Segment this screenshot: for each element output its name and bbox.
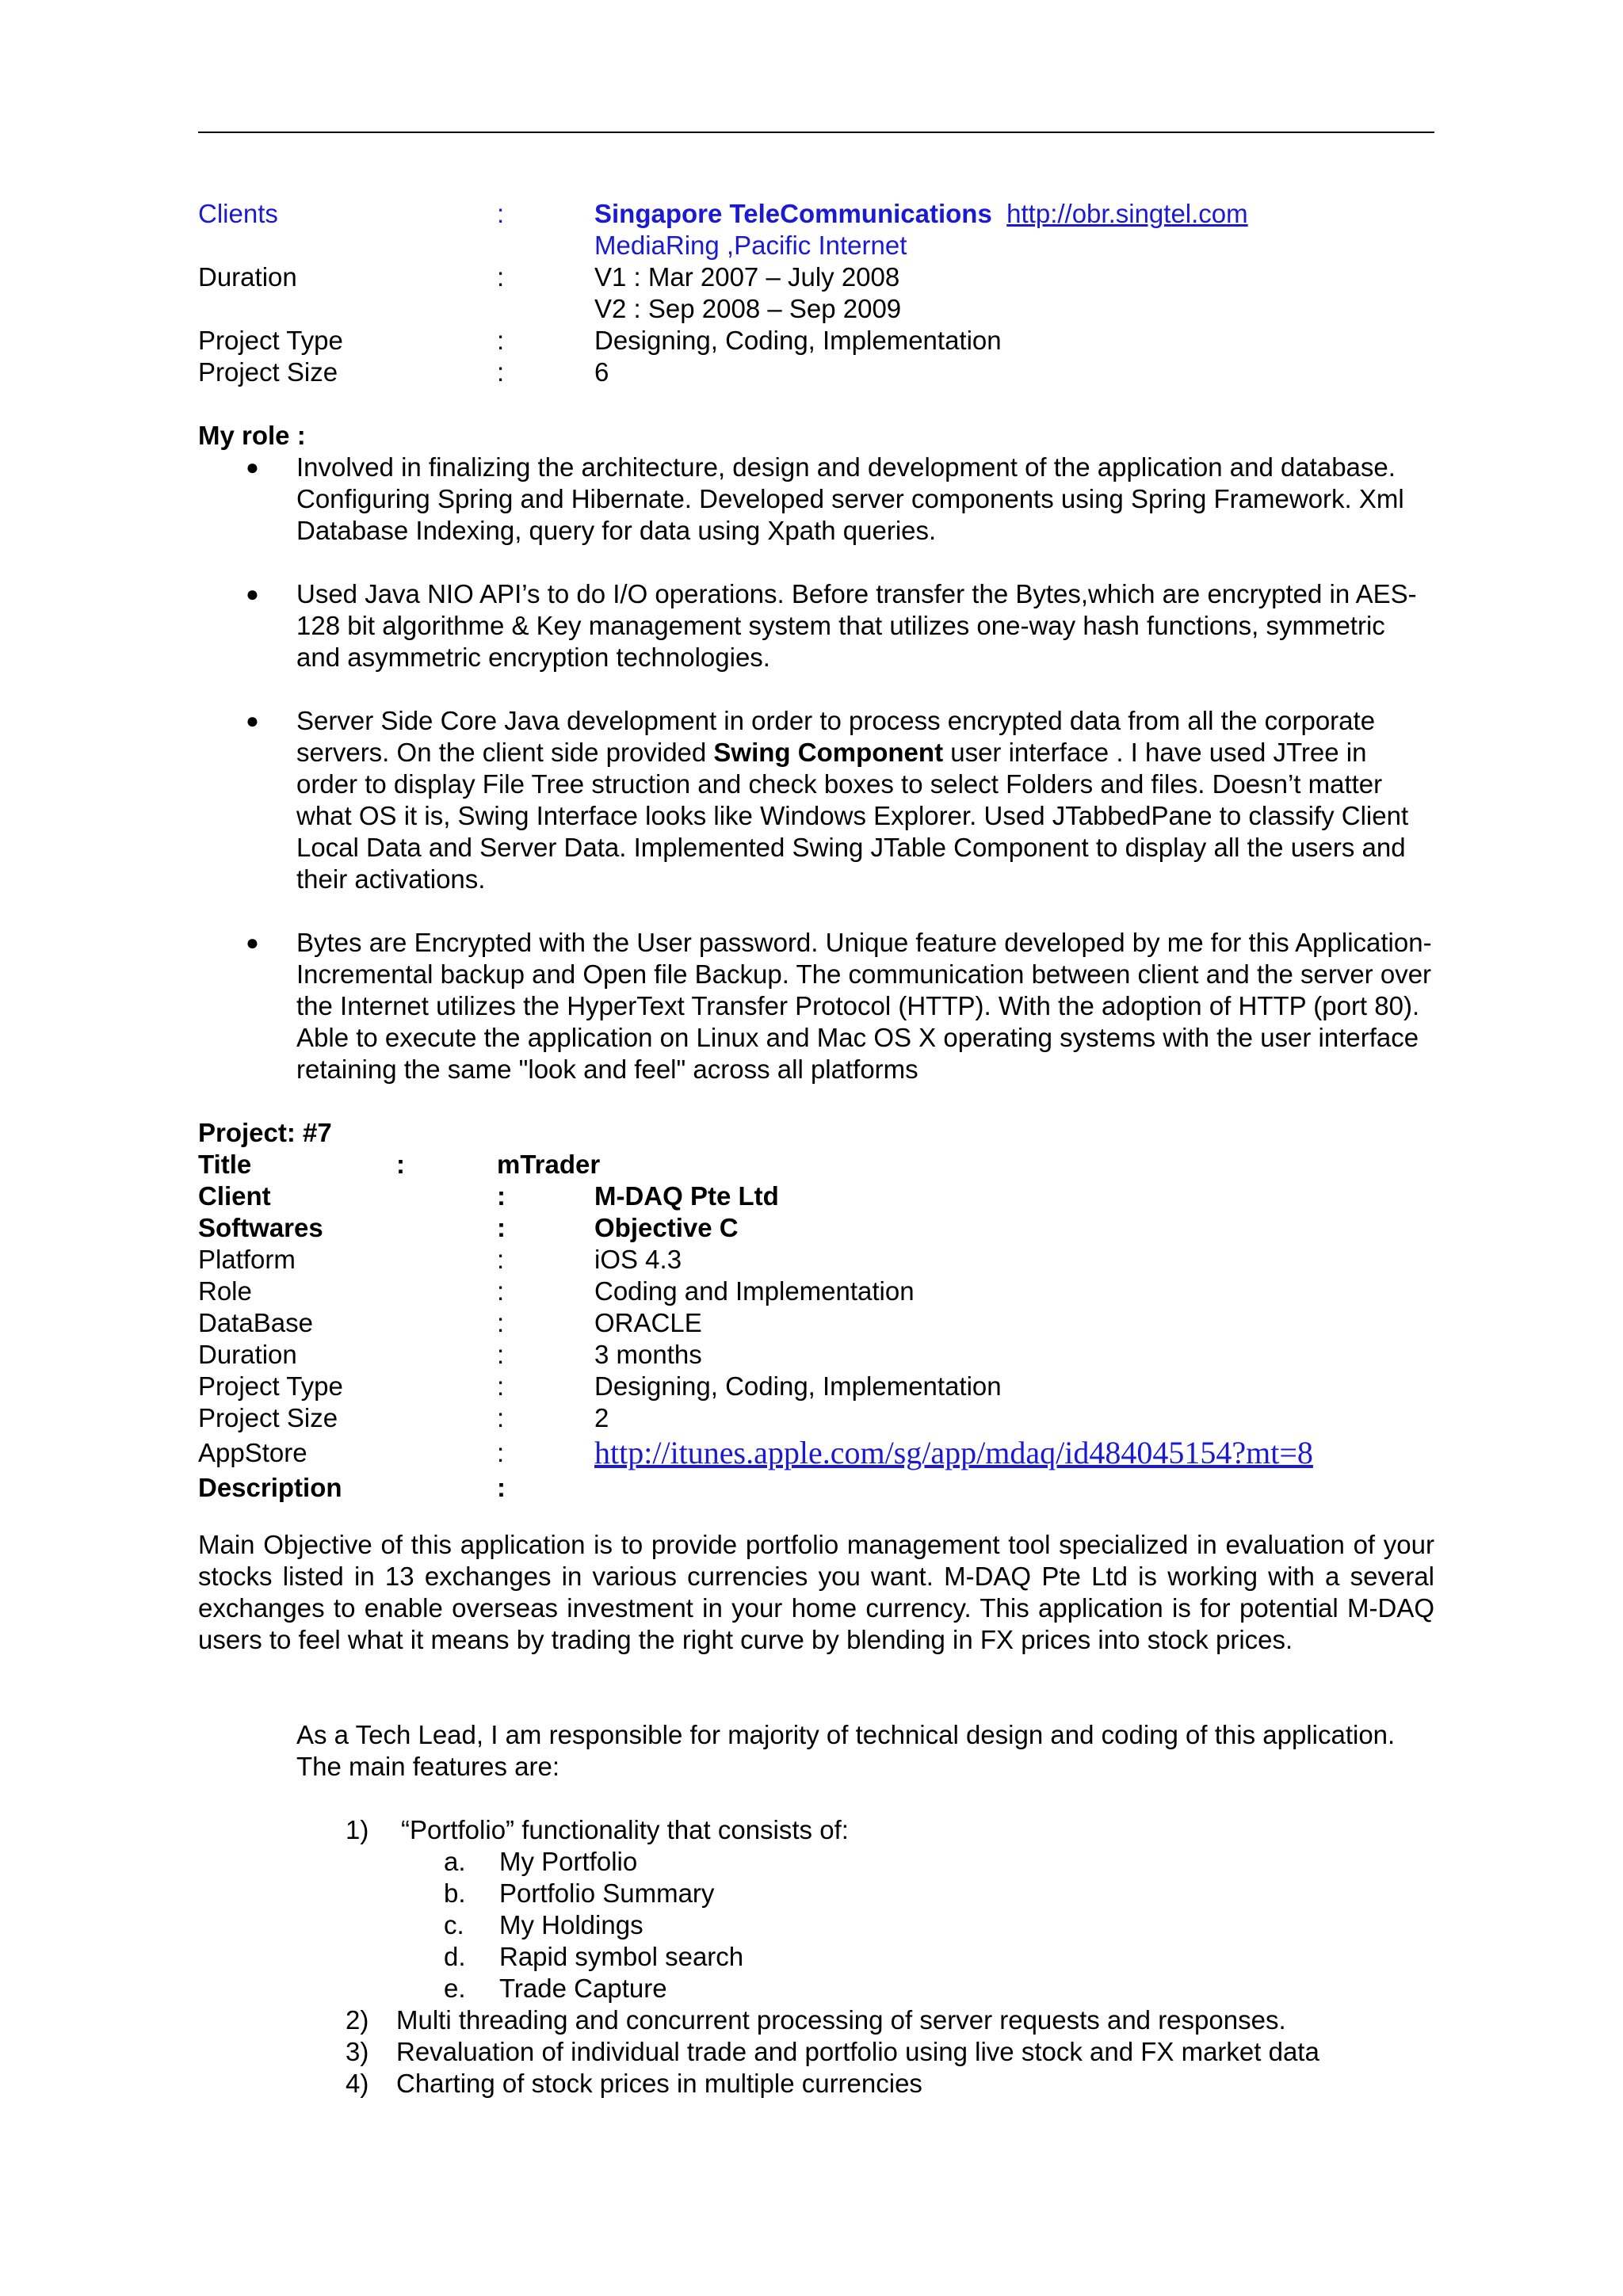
feature-3-text: Revaluation of individual trade and portfolio using live stock and FX market data <box>396 2037 1319 2066</box>
duration7-row <box>198 1339 1434 1371</box>
client-row <box>198 1180 1434 1212</box>
duration7-label: Duration <box>198 1340 297 1369</box>
feature-3 <box>198 2036 1434 2068</box>
feature-4-num: 4) <box>346 2069 369 2098</box>
description-row <box>198 1472 1434 1504</box>
clients-sep: : <box>497 199 505 228</box>
description-para-1: Main Objective of this application is to provide portfolio management tool specialized in evaluation of your stocks listed in 13 exchanges in various currencies you want. M-DAQ Pte Ltd is working with a several exchanges to enable overseas investment in your home currency. This application is for potential M-DAQ users to feel what it means by trading the right curve by blending in FX prices into stock prices. <box>198 1530 1434 1654</box>
bullet-icon: ● <box>246 930 259 955</box>
database-label: DataBase <box>198 1308 313 1337</box>
database-row <box>198 1307 1434 1339</box>
sub-d-text: Rapid symbol search <box>499 1942 744 1971</box>
platform-sep: : <box>497 1245 505 1274</box>
appstore-row <box>198 1434 1434 1472</box>
bullet-icon: ● <box>246 582 259 606</box>
clients-extra-row <box>198 230 1434 261</box>
duration-v2: V2 : Sep 2008 – Sep 2009 <box>594 294 902 323</box>
type7-row <box>198 1371 1434 1402</box>
type-label: Project Type <box>198 326 343 355</box>
sub-c-letter: c. <box>444 1910 464 1939</box>
clients-label: Clients <box>198 199 278 228</box>
feature-2-num: 2) <box>346 2005 369 2035</box>
size-label: Project Size <box>198 357 338 387</box>
sub-b-text: Portfolio Summary <box>499 1878 715 1908</box>
appstore-label: AppStore <box>198 1438 307 1467</box>
size7-row <box>198 1402 1434 1434</box>
project-summary <box>198 198 1434 388</box>
appstore-link[interactable]: http://itunes.apple.com/sg/app/mdaq/id484045154?mt=8 <box>594 1435 1313 1470</box>
bullet-icon: ● <box>246 455 259 479</box>
platform-row <box>198 1244 1434 1276</box>
my-role-list <box>198 452 1434 1117</box>
size7-value: 2 <box>594 1403 609 1432</box>
appstore-sep: : <box>497 1438 505 1467</box>
duration-v1: V1 : Mar 2007 – July 2008 <box>594 262 900 292</box>
feature-2-text: Multi threading and concurrent processing of server requests and responses. <box>396 2005 1286 2035</box>
softwares-value: Objective C <box>594 1213 739 1242</box>
duration-row <box>198 261 1434 293</box>
type7-sep: : <box>497 1371 505 1401</box>
softwares-label: Softwares <box>198 1213 323 1242</box>
feature-3-num: 3) <box>346 2037 369 2066</box>
type-value: Designing, Coding, Implementation <box>594 326 1002 355</box>
feature-2 <box>198 2004 1434 2036</box>
sub-a-text: My Portfolio <box>499 1847 638 1876</box>
sub-c-text: My Holdings <box>499 1910 643 1939</box>
sub-d-letter: d. <box>444 1942 466 1971</box>
client-label: Client <box>198 1181 271 1211</box>
description-para-2: As a Tech Lead, I am responsible for majority of technical design and coding of this application. The main features are: <box>296 1720 1396 1781</box>
feature-1 <box>198 1814 1434 1846</box>
description-label: Description <box>198 1473 342 1502</box>
feature-list <box>198 1814 1434 2100</box>
size7-sep: : <box>497 1403 505 1432</box>
duration-label: Duration <box>198 262 297 292</box>
role-item-3-bold: Swing Component <box>713 738 944 767</box>
sub-e-letter: e. <box>444 1974 466 2003</box>
clients-main: Singapore TeleCommunications <box>594 199 992 228</box>
softwares-sep: : <box>497 1213 506 1242</box>
sub-item-e <box>198 1973 1434 2004</box>
sub-a-letter: a. <box>444 1847 466 1876</box>
size-row <box>198 357 1434 388</box>
role-item-2-text: Used Java NIO API’s to do I/O operations. Before transfer the Bytes,which are encrypted in AES-128 bit algorithme & Key management system that utilizes one-way hash functions, symmetric and asymmetric encryption technologies. <box>296 579 1417 672</box>
sub-item-d <box>198 1941 1434 1973</box>
duration-v2-row <box>198 293 1434 325</box>
description-sep: : <box>497 1473 506 1502</box>
role-value: Coding and Implementation <box>594 1276 915 1306</box>
role-item-1 <box>198 452 1434 547</box>
size7-label: Project Size <box>198 1403 338 1432</box>
type7-label: Project Type <box>198 1371 343 1401</box>
title-row <box>198 1149 1434 1180</box>
my-role-heading: My role : <box>198 421 306 450</box>
feature-1-num: 1) <box>346 1815 369 1844</box>
sub-e-text: Trade Capture <box>499 1974 667 2003</box>
role-row <box>198 1276 1434 1307</box>
client-value: M-DAQ Pte Ltd <box>594 1181 779 1211</box>
clients-extra: MediaRing ,Pacific Internet <box>594 231 907 260</box>
client-sep: : <box>497 1181 506 1211</box>
role-item-4 <box>198 927 1434 1085</box>
softwares-row <box>198 1212 1434 1244</box>
size-value: 6 <box>594 357 609 387</box>
duration7-sep: : <box>497 1340 505 1369</box>
project7-heading: Project: #7 <box>198 1118 332 1147</box>
role-item-3-text-a: Server Side Core Java development in order to process encrypted data from all the corporate servers. On the client side provided <box>296 706 1376 767</box>
role-item-1-text: Involved in finalizing the architecture, design and development of the application and database. Configuring Spring and Hibernate. Developed server components using Spring Framework. Xml Database Indexing, query for data using Xpath queries. <box>296 452 1404 545</box>
sub-b-letter: b. <box>444 1878 466 1908</box>
header-rule <box>198 132 1434 133</box>
type-sep: : <box>497 326 505 355</box>
role-item-3 <box>198 705 1434 895</box>
feature-4 <box>198 2068 1434 2100</box>
bullet-icon: ● <box>246 708 259 733</box>
role-item-3-text-b: user interface . I have used JTree in order to display File Tree struction and check boxes to select Folders and files. Doesn’t matter what OS it is, Swing Interface looks like Windows Explorer. Used JTabbedPane to classify Client Local Data and Server Data. Implemented Swing JTable Component to display all the users and their activations. <box>296 738 1409 894</box>
duration-sep: : <box>497 262 505 292</box>
size-sep: : <box>497 357 505 387</box>
sub-item-b <box>198 1878 1434 1909</box>
clients-value <box>594 198 1248 230</box>
sub-item-c <box>198 1909 1434 1941</box>
clients-row <box>198 198 1434 230</box>
role-item-4-text: Bytes are Encrypted with the User password. Unique feature developed by me for this Application-Incremental backup and Open file Backup. The communication between client and the server over the Internet utilizes the HyperText Transfer Protocol (HTTP). With the adoption of HTTP (port 80). Able to execute the application on Linux and Mac OS X operating systems with the user interface retaining the same "look and feel" across all platforms <box>296 928 1432 1084</box>
title-sep: : <box>396 1150 405 1179</box>
database-sep: : <box>497 1308 505 1337</box>
database-value: ORACLE <box>594 1308 702 1337</box>
title-value: mTrader <box>497 1150 601 1179</box>
duration7-value: 3 months <box>594 1340 702 1369</box>
sub-item-a <box>198 1846 1434 1878</box>
project7-block <box>198 1117 1434 1504</box>
project7-heading-row <box>198 1117 1434 1149</box>
role-sep: : <box>497 1276 505 1306</box>
feature-1-text: “Portfolio” functionality that consists of: <box>401 1815 849 1844</box>
type7-value: Designing, Coding, Implementation <box>594 1371 1002 1401</box>
title-label: Title <box>198 1150 252 1179</box>
platform-value: iOS 4.3 <box>594 1245 682 1274</box>
type-row <box>198 325 1434 357</box>
role-item-2 <box>198 578 1434 673</box>
platform-label: Platform <box>198 1245 296 1274</box>
clients-url-link[interactable]: http://obr.singtel.com <box>1006 199 1248 228</box>
role-label: Role <box>198 1276 252 1306</box>
feature-4-text: Charting of stock prices in multiple currencies <box>396 2069 922 2098</box>
